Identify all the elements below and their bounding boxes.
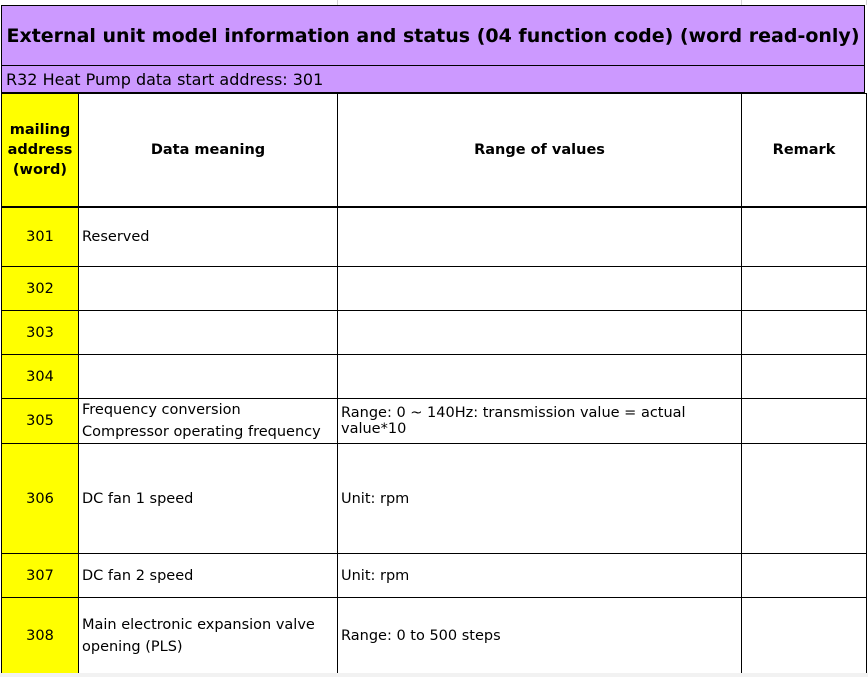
remark-cell[interactable] <box>742 207 867 267</box>
remark-cell[interactable] <box>742 267 867 311</box>
range-cell[interactable]: Range: 0 to 500 steps <box>338 598 742 674</box>
range-cell[interactable] <box>338 207 742 267</box>
range-cell[interactable] <box>338 267 742 311</box>
address-cell[interactable]: 303 <box>2 311 79 355</box>
table-row <box>2 554 867 598</box>
remark-cell[interactable] <box>742 598 867 674</box>
address-cell[interactable]: 308 <box>2 598 79 674</box>
remark-cell[interactable] <box>742 355 867 399</box>
table-row <box>2 399 867 444</box>
remark-cell[interactable] <box>742 444 867 554</box>
table-row <box>2 598 867 674</box>
subtitle-cell[interactable] <box>1 66 865 93</box>
column-header-remark[interactable]: Remark <box>742 94 867 207</box>
table-title: External unit model information and status (04 function code) (word read-only) <box>6 24 860 47</box>
meaning-cell[interactable] <box>79 311 338 355</box>
range-cell[interactable]: Unit: rpm <box>338 444 742 554</box>
table-row <box>2 267 867 311</box>
range-cell[interactable] <box>338 355 742 399</box>
address-cell[interactable]: 307 <box>2 554 79 598</box>
address-cell[interactable]: 305 <box>2 399 79 444</box>
range-cell[interactable]: Range: 0 ~ 140Hz: transmission value = actual value*10 <box>338 399 742 444</box>
meaning-cell[interactable] <box>79 355 338 399</box>
range-cell[interactable] <box>338 311 742 355</box>
remark-cell[interactable] <box>742 399 867 444</box>
table-row <box>2 355 867 399</box>
address-cell[interactable]: 302 <box>2 267 79 311</box>
header-row <box>2 94 867 207</box>
table-row <box>2 444 867 554</box>
address-cell[interactable]: 304 <box>2 355 79 399</box>
meaning-cell[interactable] <box>79 267 338 311</box>
remark-cell[interactable] <box>742 554 867 598</box>
column-header-range[interactable]: Range of values <box>338 94 742 207</box>
meaning-cell[interactable]: Main electronic expansion valve opening (PLS) <box>79 598 338 674</box>
address-cell[interactable]: 301 <box>2 207 79 267</box>
meaning-cell[interactable]: DC fan 1 speed <box>79 444 338 554</box>
title-cell[interactable] <box>1 5 865 66</box>
table-row <box>2 207 867 267</box>
range-cell[interactable]: Unit: rpm <box>338 554 742 598</box>
meaning-cell[interactable]: Reserved <box>79 207 338 267</box>
column-header-address[interactable]: mailing address (word) <box>2 94 79 207</box>
next-row-strip <box>0 673 868 677</box>
meaning-cell[interactable]: DC fan 2 speed <box>79 554 338 598</box>
column-header-meaning[interactable]: Data meaning <box>79 94 338 207</box>
table-row <box>2 311 867 355</box>
table-subtitle: R32 Heat Pump data start address: 301 <box>6 69 324 89</box>
remark-cell[interactable] <box>742 311 867 355</box>
meaning-cell[interactable]: Frequency conversion Compressor operating frequency <box>79 399 338 444</box>
address-cell[interactable]: 306 <box>2 444 79 554</box>
register-table <box>1 93 867 674</box>
